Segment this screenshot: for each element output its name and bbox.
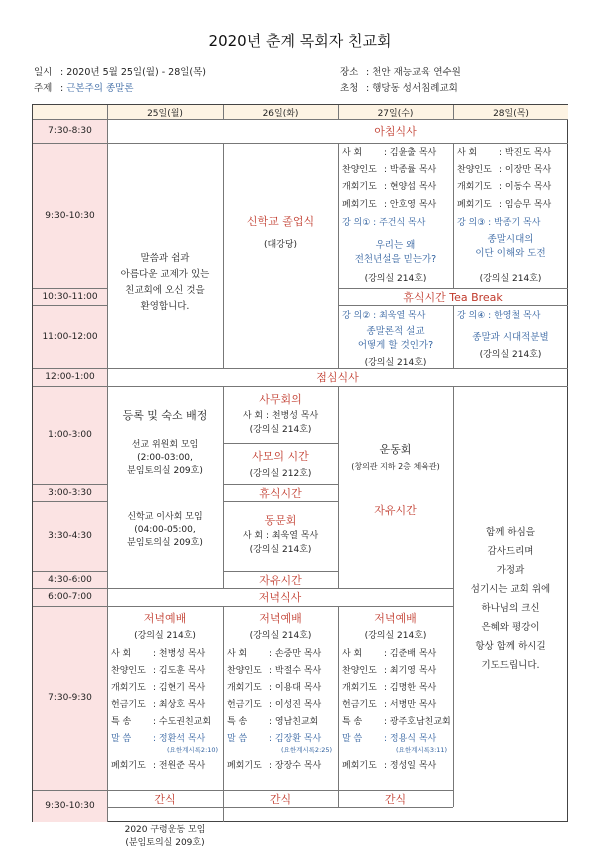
place-line: 장소 : 천안 재능교육 연수원: [340, 67, 461, 78]
closing-message: 함께 하심을 감사드리며 가정과 섬기시는 교회 위에 하나님의 크신 은혜와 평강이 항상 함께 하시길 기도드립니다.: [470, 527, 551, 671]
lunch-band: 점심식사: [316, 371, 359, 384]
time-slot: 4:30-6:00: [48, 574, 92, 585]
breakfast-band: 아침식사: [374, 125, 417, 138]
theme-line: 주제 : 근본주의 종말론: [34, 83, 134, 94]
day-header-thu: 28일(목): [493, 109, 529, 119]
board-meeting: 신학교 이사회 모임 (04:00-05:00, 분임토의실 209호): [127, 512, 203, 548]
day-header-wed: 27일(수): [377, 109, 414, 119]
evening-worship-mon: 저녁예배 (강의실 214호) 사 회 : 천병성 목사 찬양인도 : 김도훈 목사 개회기도 : 김현기 목사 헌금기도 : 최상호 목사 특 송 : 수도권친교회 말 씀 : 정환석 목사 (요한계시록2:10) 폐회기도 : 전원준 목사: [111, 612, 219, 771]
tea-break-band: 휴식시간 Tea Break: [403, 290, 503, 304]
time-slot: 9:30-10:30: [45, 210, 95, 221]
office-meeting-title: 사무회의: [259, 393, 302, 406]
committee-meeting: 선교 위원회 모임 (2:00-03:00, 분임토의실 209호): [127, 440, 203, 476]
dinner-band: 저녁식사: [258, 591, 302, 604]
day-header-mon: 25일(월): [147, 109, 183, 119]
pastor-wife-title: 사모의 시간: [252, 450, 309, 463]
thu-morning-session: 사 회 : 박진도 목사 찬양인도 : 이장만 목사 개회기도 : 이동수 목사 폐회기도 : 임승무 목사 강 의③ : 박종기 목사 종말시대의 이단 이해와 도전 (강의실 214호): [453, 143, 568, 288]
thu-lecture-4: 강 의④ : 한영철 목사 종말과 시대적분별 (강의실 214호): [457, 311, 549, 360]
snack-band-mon: 간식: [154, 792, 176, 806]
free-band-tue: 자유시간: [259, 573, 302, 587]
pastor-wife-room: (강의실 212호): [249, 469, 312, 479]
lecture-3-speaker: 강 의③ : 박종기 목사: [457, 218, 541, 228]
alumni-title: 동문회: [264, 514, 297, 527]
sports-day-title: 운동회: [379, 443, 412, 456]
rest-band: 휴식시간: [259, 486, 302, 500]
time-slot: 9:30-10:30: [45, 801, 95, 811]
sports-day-place: (창의관 지하 2층 체육관): [351, 462, 440, 471]
alumni-detail: 사 회 : 최욱열 목사 (강의실 214호): [242, 531, 319, 555]
lecture-3-title: 종말시대의 이단 이해와 도전: [475, 234, 546, 259]
lecture-1-speaker: 강 의① : 주건식 목사: [342, 218, 426, 228]
time-slot: 7:30-9:30: [48, 693, 92, 703]
host-line: 초청 : 행당동 성서침례교회: [340, 83, 458, 94]
wed-morning-session: 사 회 : 김윤출 목사 찬양인도 : 박종률 목사 개회기도 : 현양섭 목사 폐회기도 : 안호영 목사 강 의① : 주건식 목사 우리는 왜 전천년설을 믿는가? (강의실 214호): [338, 143, 453, 288]
page-title: 2020년 춘계 목회자 친교회: [208, 32, 392, 50]
graduation-room: (대강당): [263, 240, 298, 250]
wed-lecture-2: 강 의② : 최욱열 목사 종말론적 설교 어떻게 할 것인가? (강의실 214호): [342, 311, 434, 368]
date-line: 일시 : 2020년 5월 25일(월) - 28일(목): [34, 67, 207, 78]
welcome-message: 말씀과 쉼과 아름다운 교제가 있는 친교회에 오신 것을 환영합니다.: [120, 253, 210, 312]
time-slot: 11:00-12:00: [42, 331, 98, 342]
snack-band-tue: 간식: [269, 792, 292, 806]
day-header-tue: 26일(화): [262, 109, 299, 119]
time-slot: 3:30-4:30: [48, 531, 92, 541]
office-meeting-detail: 사 회 : 천병성 목사 (강의실 214호): [242, 411, 319, 435]
time-slot: 3:00-3:30: [48, 487, 92, 498]
snack-band-wed: 간식: [384, 792, 407, 806]
graduation: 신학교 졸업식: [246, 215, 315, 228]
time-slot: 10:30-11:00: [42, 291, 98, 302]
lecture-1-title: 우리는 왜 전천년설을 믿는가?: [354, 240, 437, 265]
time-slot: 1:00-3:00: [48, 430, 92, 440]
time-slot: 6:00-7:00: [48, 592, 92, 602]
evening-worship-wed: 저녁예배 (강의실 214호) 사 회 : 김준배 목사 찬양인도 : 최기영 목사 개회기도 : 김명한 목사 헌금기도 : 서병만 목사 특 송 : 광주호남친교회 말 씀 : 정용식 목사 (요한계시록3:11) 폐회기도 : 정성일 목사: [342, 612, 451, 771]
evangelism-meeting: 2020 구령운동 모임 (분임토의실 209호): [124, 825, 206, 848]
registration: 등록 및 숙소 배정: [122, 409, 208, 422]
time-slot: 7:30-8:30: [48, 126, 92, 136]
evening-worship-tue: 저녁예배 (강의실 214호) 사 회 : 손중만 목사 찬양인도 : 박절수 목사 개회기도 : 이용대 목사 헌금기도 : 이성진 목사 특 송 : 영남친교회 말 씀 : 김장환 목사 (요한계시록2:25) 폐회기도 : 장장수 목사: [227, 612, 333, 771]
time-slot: 12:00-1:00: [45, 372, 95, 382]
free-band-wed: 자유시간: [374, 504, 417, 517]
schedule-table: [32, 104, 568, 848]
